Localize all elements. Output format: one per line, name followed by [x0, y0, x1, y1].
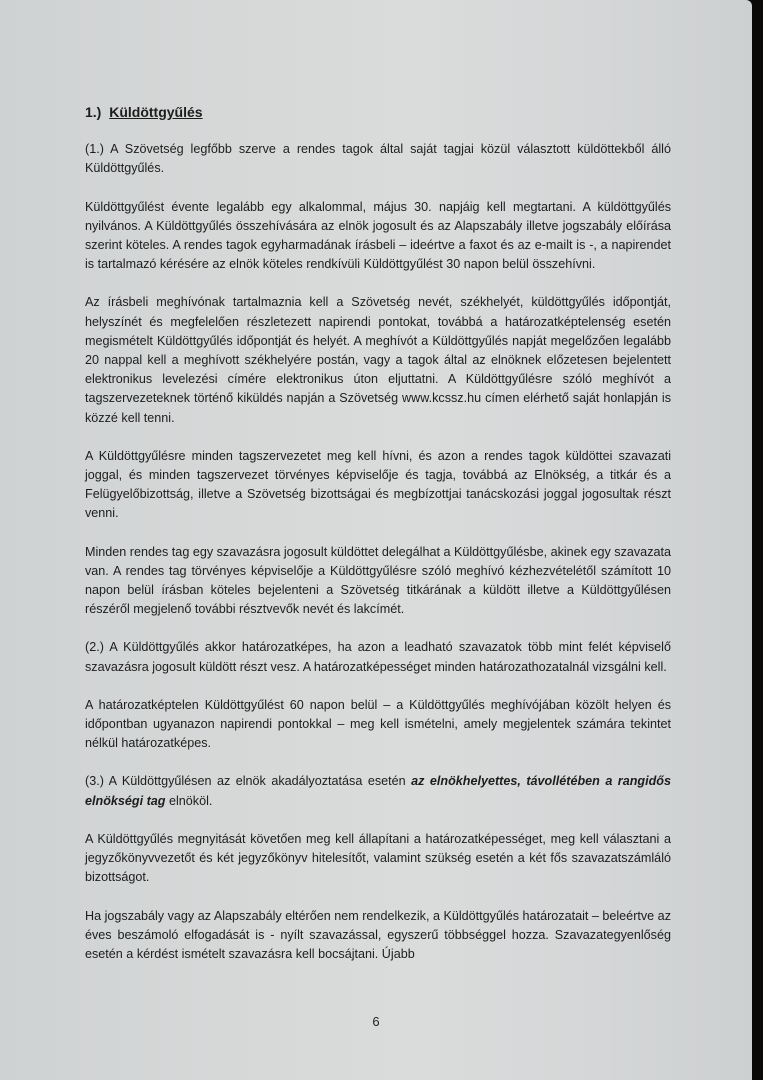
- paragraph: A Küldöttgyűlésre minden tagszervezetet meg kell hívni, és azon a rendes tagok küldöttei szavazati joggal, és minden tagszervezet törvényes képviselője és tagja, továbbá az Elnökség, a titkár és a Felügyelőbizottság, illetve a Szövetség bizottságai és megbízottjai tanácskozási joggal jogosultak részt venni.: [85, 448, 671, 521]
- chair-emphasis: az elnökhelyettes, távollétében a rangidős elnökségi tag: [85, 774, 671, 808]
- section-number: 1.): [85, 104, 102, 120]
- paragraph-chair: [85, 772, 671, 810]
- section-title: Küldöttgyűlés: [109, 104, 203, 120]
- paragraph: A határozatképtelen Küldöttgyűlést 60 napon belül – a Küldöttgyűlés meghívójában közölt helyen és időpontban ugyanazon napirendi pontokkal – meg kell ismételni, amely megjelentek számára tekintet nélkül határozatképes.: [85, 697, 671, 751]
- paragraph: Ha jogszabály vagy az Alapszabály eltérően nem rendelkezik, a Küldöttgyűlés határozatait – beleértve az éves beszámoló elfogadását is - nyílt szavazással, egyszerű többséggel hozza. Szavazategyenlőség esetén a kérdést ismételt szavazásra kell bocsájtani. Újabb: [85, 908, 671, 961]
- paragraph: Az írásbeli meghívónak tartalmaznia kell a Szövetség nevét, székhelyét, küldöttgyűlés időpontját, helyszínét és megfelelően részletezett napirendi pontokat, továbbá a határozatképtelenség esetén megismételt Küldöttgyűlés időpontját és helyét. A meghívót a Küldöttgyűlés napját megelőzően legalább 20 nappal kell a meghívott székhelyére postán, vagy a tagok által az elnöknek előzetesen bejelentett elektronikus levelezési címére elektronikus úton eljuttatni. A Küldöttgyűlésre szóló meghívót a tagszervezeteknek történő kiküldés napján a Szövetség www.kcssz.hu címen elérhető saját honlapján is közzé kell tenni.: [85, 295, 671, 425]
- paragraph: Küldöttgyűlést évente legalább egy alkalommal, május 30. napjáig kell megtartani. A küldöttgyűlés nyilvános. A Küldöttgyűlés összehívására az elnök jogosult és az Alapszabály illetve jogszabály előírása szerint köteles. A rendes tagok egyharmadának írásbeli – ideértve a faxot és az e-mailt is -, a napirendet is tartalmazó kérésére az elnök köteles rendkívüli Küldöttgyűlést 30 napon belül összehívni.: [85, 199, 671, 272]
- paragraph: Minden rendes tag egy szavazásra jogosult küldöttet delegálhat a Küldöttgyűlésbe, akinek egy szavazata van. A rendes tag törvényes képviselője a Küldöttgyűlésre szóló meghívó kézhezvételétől számított 10 napon belül írásban köteles bejelenteni a Szövetség titkárának a küldött illetve a Küldöttgyűlésen részéről megjelenő további résztvevők nevét és lakcímét.: [85, 544, 671, 617]
- section-heading: [85, 103, 671, 122]
- chair-text-after: elnököl.: [165, 793, 213, 808]
- page-content: [85, 103, 671, 983]
- paragraph: (1.) A Szövetség legfőbb szerve a rendes tagok által saját tagjai közül választott küldöttekből álló Küldöttgyűlés.: [85, 142, 671, 176]
- paragraph: (2.) A Küldöttgyűlés akkor határozatképes, ha azon a leadható szavazatok több mint felét képviselő szavazásra jogosult küldött részt vesz. A határozatképességet minden határozathozatalnál vizsgálni kell.: [85, 640, 671, 674]
- page-number: 6: [372, 1014, 380, 1029]
- chair-text-before: (3.) A Küldöttgyűlésen az elnök akadályoztatása esetén: [85, 774, 412, 789]
- paragraph: A Küldöttgyűlés megnyitását követően meg kell állapítani a határozatképességet, meg kell választani a jegyzőkönyvvezetőt és két jegyzőkönyv hitelesítőt, valamint szükség esetén a két fős szavazatszámláló bizottságot.: [85, 831, 671, 885]
